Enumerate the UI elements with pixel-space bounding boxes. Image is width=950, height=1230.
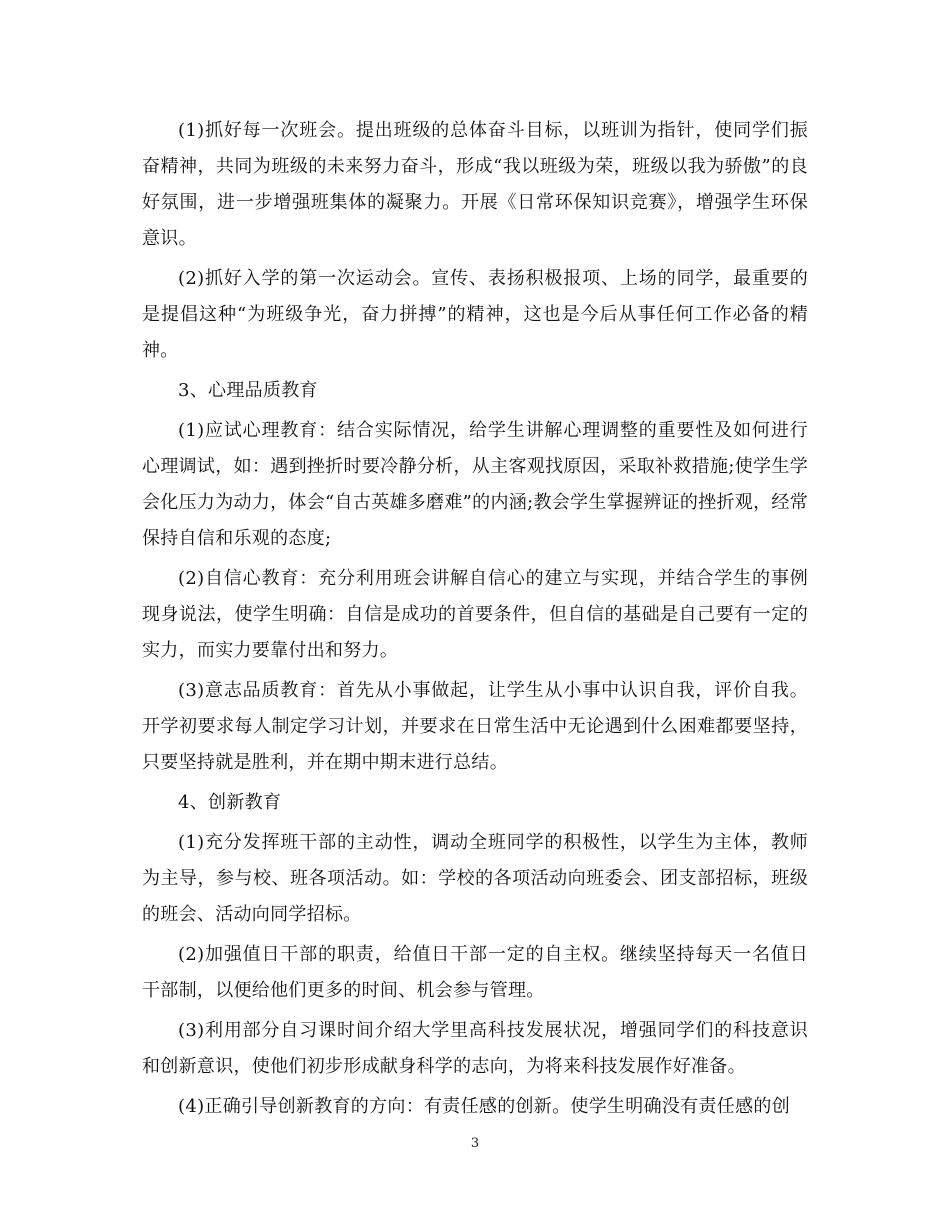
paragraph-sports-meet: (2)抓好入学的第一次运动会。宣传、表扬积极报项、上场的同学，最重要的是提倡这种“为班级争光，奋力拼搏”的精神，这也是今后从事任何工作必备的精神。 [142,268,808,361]
section-heading-psychology: 3、心理品质教育 [178,380,318,401]
paragraph-class-meeting: (1)抓好每一次班会。提出班级的总体奋斗目标，以班训为指针，使同学们振奋精神，共同为班级的未来努力奋斗，形成“我以班级为荣，班级以我为骄傲”的良好氛围，进一步增强班集体的凝聚力。开展《日常环保知识竞赛》，增强学生环保意识。 [142,120,808,249]
paragraph-exam-psychology: (1)应试心理教育：结合实际情况，给学生讲解心理调整的重要性及如何进行心理调试，如：遇到挫折时要冷静分析，从主客观找原因，采取补救措施;使学生学会化压力为动力，体会“自古英雄多磨难”的内涵;教会学生掌握辨证的挫折观，经常保持自信和乐观的态度; [142,420,808,549]
paragraph-class-cadres: (1)充分发挥班干部的主动性，调动全班同学的积极性，以学生为主体，教师为主导，参与校、班各项活动。如：学校的各项活动向班委会、团支部招标，班级的班会、活动向同学招标。 [142,832,808,925]
paragraph-technology: (3)利用部分自习课时间介绍大学里高科技发展状况，增强同学们的科技意识和创新意识，使他们初步形成献身科学的志向，为将来科技发展作好准备。 [142,1020,808,1077]
document-body [142,113,808,1125]
section-heading-innovation: 4、创新教育 [178,792,282,813]
paragraph-duty-cadres: (2)加强值日干部的职责，给值日干部一定的自主权。继续坚持每天一名值日干部制，以便给他们更多的时间、机会参与管理。 [142,944,808,1001]
paragraph-willpower: (3)意志品质教育：首先从小事做起，让学生从小事中认识自我，评价自我。开学初要求每人制定学习计划，并要求在日常生活中无论遇到什么困难都要坚持，只要坚持就是胜利，并在期中期末进行总结。 [142,680,808,773]
page-number: 3 [470,1136,480,1151]
paragraph-confidence: (2)自信心教育：充分利用班会讲解自信心的建立与实现，并结合学生的事例现身说法，使学生明确：自信是成功的首要条件，但自信的基础是自己要有一定的实力，而实力要靠付出和努力。 [142,568,808,661]
paragraph-innovation-direction: (4)正确引导创新教育的方向：有责任感的创新。使学生明确没有责任感的创 [178,1096,790,1117]
